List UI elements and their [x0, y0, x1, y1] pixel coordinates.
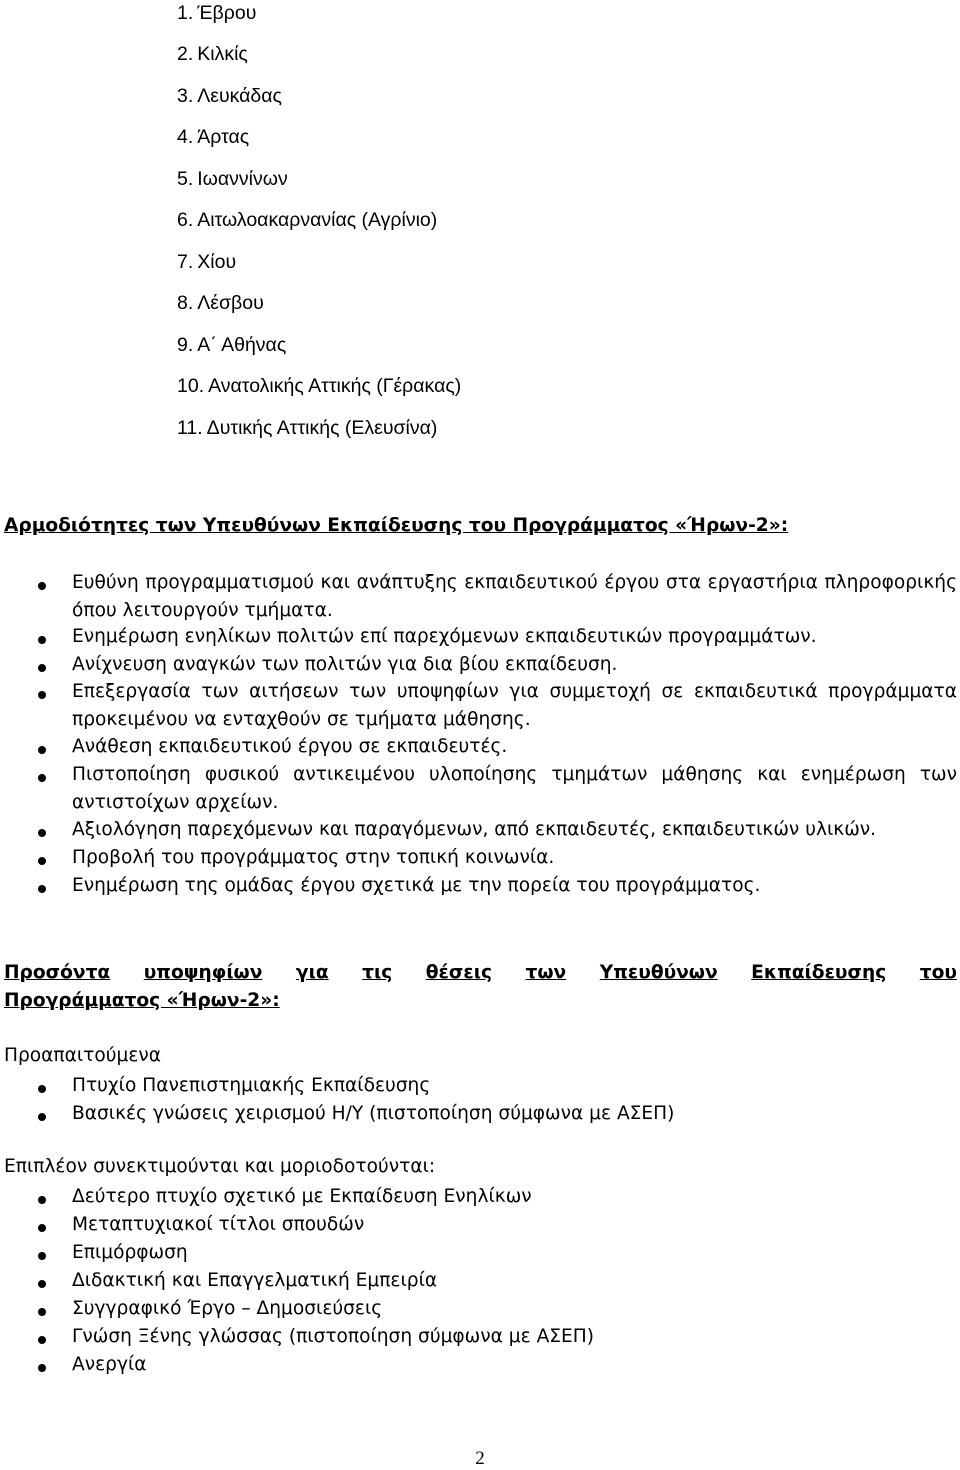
bullet-icon — [38, 774, 46, 782]
bullet-text: Ανίχνευση αναγκών των πολιτών για δια βίου εκπαίδευση. — [72, 654, 618, 675]
item-label: Δυτικής Αττικής (Ελευσίνα) — [206, 417, 438, 439]
heading-word: Προσόντα — [4, 962, 111, 983]
page-number: 2 — [475, 1448, 485, 1469]
bullet-icon — [38, 636, 46, 644]
bullet-text: Μεταπτυχιακοί τίτλοι σπουδών — [72, 1214, 365, 1235]
bullet-text: Ανάθεση εκπαιδευτικού έργου σε εκπαιδευτές. — [72, 736, 508, 757]
item-number: 9. — [177, 334, 194, 356]
item-number: 8. — [177, 292, 194, 314]
list-item — [177, 43, 248, 66]
bullet-icon — [38, 691, 46, 699]
item-number: 1. — [177, 2, 194, 24]
item-number: 5. — [177, 168, 194, 190]
item-label: Ανατολικής Αττικής (Γέρακας) — [208, 375, 462, 397]
bullet-icon — [38, 1224, 46, 1232]
bullet-text: Αξιολόγηση παρεχόμενων και παραγόμενων, από εκπαιδευτές, εκπαιδευτικών υλικών. — [72, 819, 877, 840]
list-item — [177, 126, 249, 149]
bullet-text: Προβολή του προγράμματος στην τοπική κοινωνία. — [72, 847, 555, 868]
list-item — [177, 85, 282, 108]
bullet-icon — [38, 1336, 46, 1344]
qualifications-heading-line2: Προγράμματος «Ήρων-2»: — [4, 990, 280, 1011]
bullet-icon — [38, 857, 46, 865]
bullet-icon — [38, 1252, 46, 1260]
bullet-text: Επιμόρφωση — [72, 1242, 188, 1263]
bullet-icon — [38, 1280, 46, 1288]
bullet-text: Ενημέρωση της ομάδας έργου σχετικά με την πορεία του προγράμματος. — [72, 875, 761, 896]
bullet-icon — [38, 582, 46, 590]
bullet-text: Πτυχίο Πανεπιστημιακής Εκπαίδευσης — [72, 1075, 431, 1096]
heading-word: του — [919, 962, 957, 983]
additional-label: Επιπλέον συνεκτιμούνται και μοριοδοτούνται: — [4, 1156, 436, 1177]
item-label: Κιλκίς — [197, 43, 248, 65]
bullet-icon — [38, 1364, 46, 1372]
bullet-text: Πιστοποίηση φυσικού αντικειμένου υλοποίησης τμημάτων μάθησης και ενημέρωση των αντιστοίχων αρχείων. — [72, 764, 957, 813]
heading-word: θέσεις — [425, 962, 492, 983]
list-item — [177, 292, 264, 315]
item-number: 7. — [177, 251, 194, 273]
item-label: Χίου — [197, 251, 237, 273]
heading-word: για — [295, 962, 329, 983]
heading-word: υποψηφίων — [143, 962, 263, 983]
heading-word: Εκπαίδευσης — [751, 962, 887, 983]
bullet-text: Συγγραφικό Έργο – Δημοσιεύσεις — [72, 1298, 383, 1319]
heading-word: των — [525, 962, 567, 983]
bullet-text: Ενημέρωση ενηλίκων πολιτών επί παρεχόμενων εκπαιδευτικών προγραμμάτων. — [72, 626, 817, 647]
item-number: 11. — [177, 417, 203, 439]
list-item — [177, 375, 461, 398]
item-label: Λευκάδας — [197, 85, 282, 107]
list-item — [177, 2, 256, 25]
item-number: 3. — [177, 85, 194, 107]
item-label: Α΄ Αθήνας — [197, 334, 287, 356]
item-label: Άρτας — [197, 126, 250, 148]
item-number: 6. — [177, 209, 194, 231]
heading-word: τις — [362, 962, 393, 983]
item-number: 4. — [177, 126, 194, 148]
bullet-icon — [38, 1196, 46, 1204]
bullet-text: Γνώση Ξένης γλώσσας (πιστοποίηση σύμφωνα με ΑΣΕΠ) — [72, 1326, 595, 1347]
item-number: 2. — [177, 43, 194, 65]
bullet-icon — [38, 1113, 46, 1121]
bullet-text: Δεύτερο πτυχίο σχετικό με Εκπαίδευση Ενηλίκων — [72, 1186, 532, 1207]
bullet-icon — [38, 829, 46, 837]
item-label: Έβρου — [197, 2, 257, 24]
list-item — [177, 168, 288, 191]
heading-word: Υπευθύνων — [599, 962, 718, 983]
bullet-icon — [38, 885, 46, 893]
bullet-icon — [38, 746, 46, 754]
bullet-text: Ευθύνη προγραμματισμού και ανάπτυξης εκπαιδευτικού έργου στα εργαστήρια πληροφορικής όπου λειτουργούν τμήματα. — [72, 572, 957, 621]
bullet-text: Ανεργία — [72, 1354, 147, 1375]
list-item — [177, 251, 236, 274]
item-label: Λέσβου — [197, 292, 264, 314]
item-number: 10. — [177, 375, 205, 397]
item-label: Ιωαννίνων — [197, 168, 288, 190]
item-label: Αιτωλοακαρνανίας (Αγρίνιο) — [197, 209, 438, 231]
list-item — [177, 334, 286, 357]
bullet-icon — [38, 1085, 46, 1093]
bullet-text: Διδακτική και Επαγγελματική Εμπειρία — [72, 1270, 438, 1291]
qualifications-heading — [4, 962, 957, 983]
responsibilities-heading: Αρμοδιότητες των Υπευθύνων Εκπαίδευσης του Προγράμματος «Ήρων-2»: — [4, 515, 789, 536]
list-item — [177, 209, 437, 232]
bullet-text: Βασικές γνώσεις χειρισμού Η/Υ (πιστοποίηση σύμφωνα με ΑΣΕΠ) — [72, 1103, 675, 1124]
bullet-text: Επεξεργασία των αιτήσεων των υποψηφίων για συμμετοχή σε εκπαιδευτικά προγράμματα προκειμένου να ενταχθούν σε τμήματα μάθησης. — [72, 681, 957, 730]
bullet-icon — [38, 664, 46, 672]
list-item — [177, 417, 437, 440]
bullet-icon — [38, 1308, 46, 1316]
prerequisites-label: Προαπαιτούμενα — [4, 1045, 162, 1066]
